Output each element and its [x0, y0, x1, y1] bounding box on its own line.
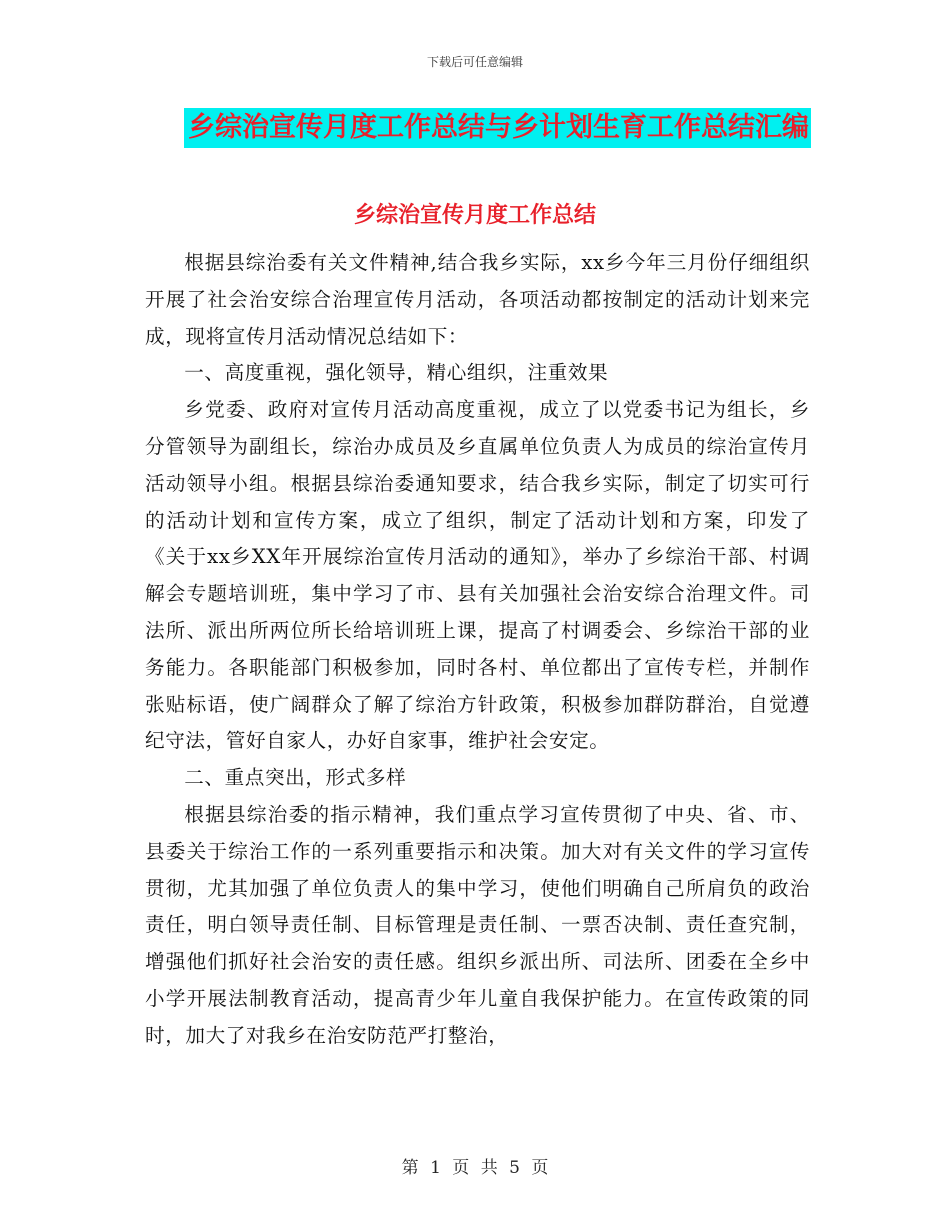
page-header-note: 下载后可任意编辑 [426, 55, 523, 69]
body-text [145, 245, 810, 1055]
section-title: 乡综治宣传月度工作总结 [353, 203, 596, 228]
paragraph-section-two: 根据县综治委的指示精神，我们重点学习宣传贯彻了中央、省、市、县委关于综治工作的一系列重要指示和决策。加大对有关文件的学习宣传贯彻，尤其加强了单位负责人的集中学习，使他们明确自己所肩负的政治责任，明白领导责任制、目标管理是责任制、一票否决制、责任查究制，增强他们抓好社会治安的责任感。组织乡派出所、司法所、团委在全乡中小学开展法制教育活动，提高青少年儿童自我保护能力。在宣传政策的同时，加大了对我乡在治安防范严打整治， [145, 802, 810, 1047]
heading-section-two: 二、重点突出，形式多样 [184, 766, 407, 790]
paragraph-section-one: 乡党委、政府对宣传月活动高度重视，成立了以党委书记为组长，乡分管领导为副组长，综治办成员及乡直属单位负责人为成员的综治宣传月活动领导小组。根据县综治委通知要求，结合我乡实际，制定了切实可行的活动计划和宣传方案，成立了组织，制定了活动计划和方案，印发了《关于xx乡XX年开展综治宣传月活动的通知》，举办了乡综治干部、村调解会专题培训班，集中学习了市、县有关加强社会治安综合治理文件。司法所、派出所两位所长给培训班上课，提高了村调委会、乡综治干部的业务能力。各职能部门积极参加，同时各村、单位都出了宣传专栏，并制作张贴标语，使广阔群众了解了综治方针政策，积极参加群防群治，自觉遵纪守法，管好自家人，办好自家事，维护社会安定。 [145, 398, 810, 753]
heading-section-one: 一、高度重视，强化领导，精心组织，注重效果 [184, 361, 609, 385]
document-title: 乡综治宣传月度工作总结与乡计划生育工作总结汇编 [184, 108, 811, 148]
paragraph-intro: 根据县综治委有关文件精神,结合我乡实际，xx乡今年三月份仔细组织开展了社会治安综合治理宣传月活动，各项活动都按制定的活动计划来完成，现将宣传月活动情况总结如下： [145, 251, 810, 348]
document-title-container [0, 108, 950, 148]
page-number-footer: 第 1 页 共 5 页 [401, 1158, 549, 1178]
